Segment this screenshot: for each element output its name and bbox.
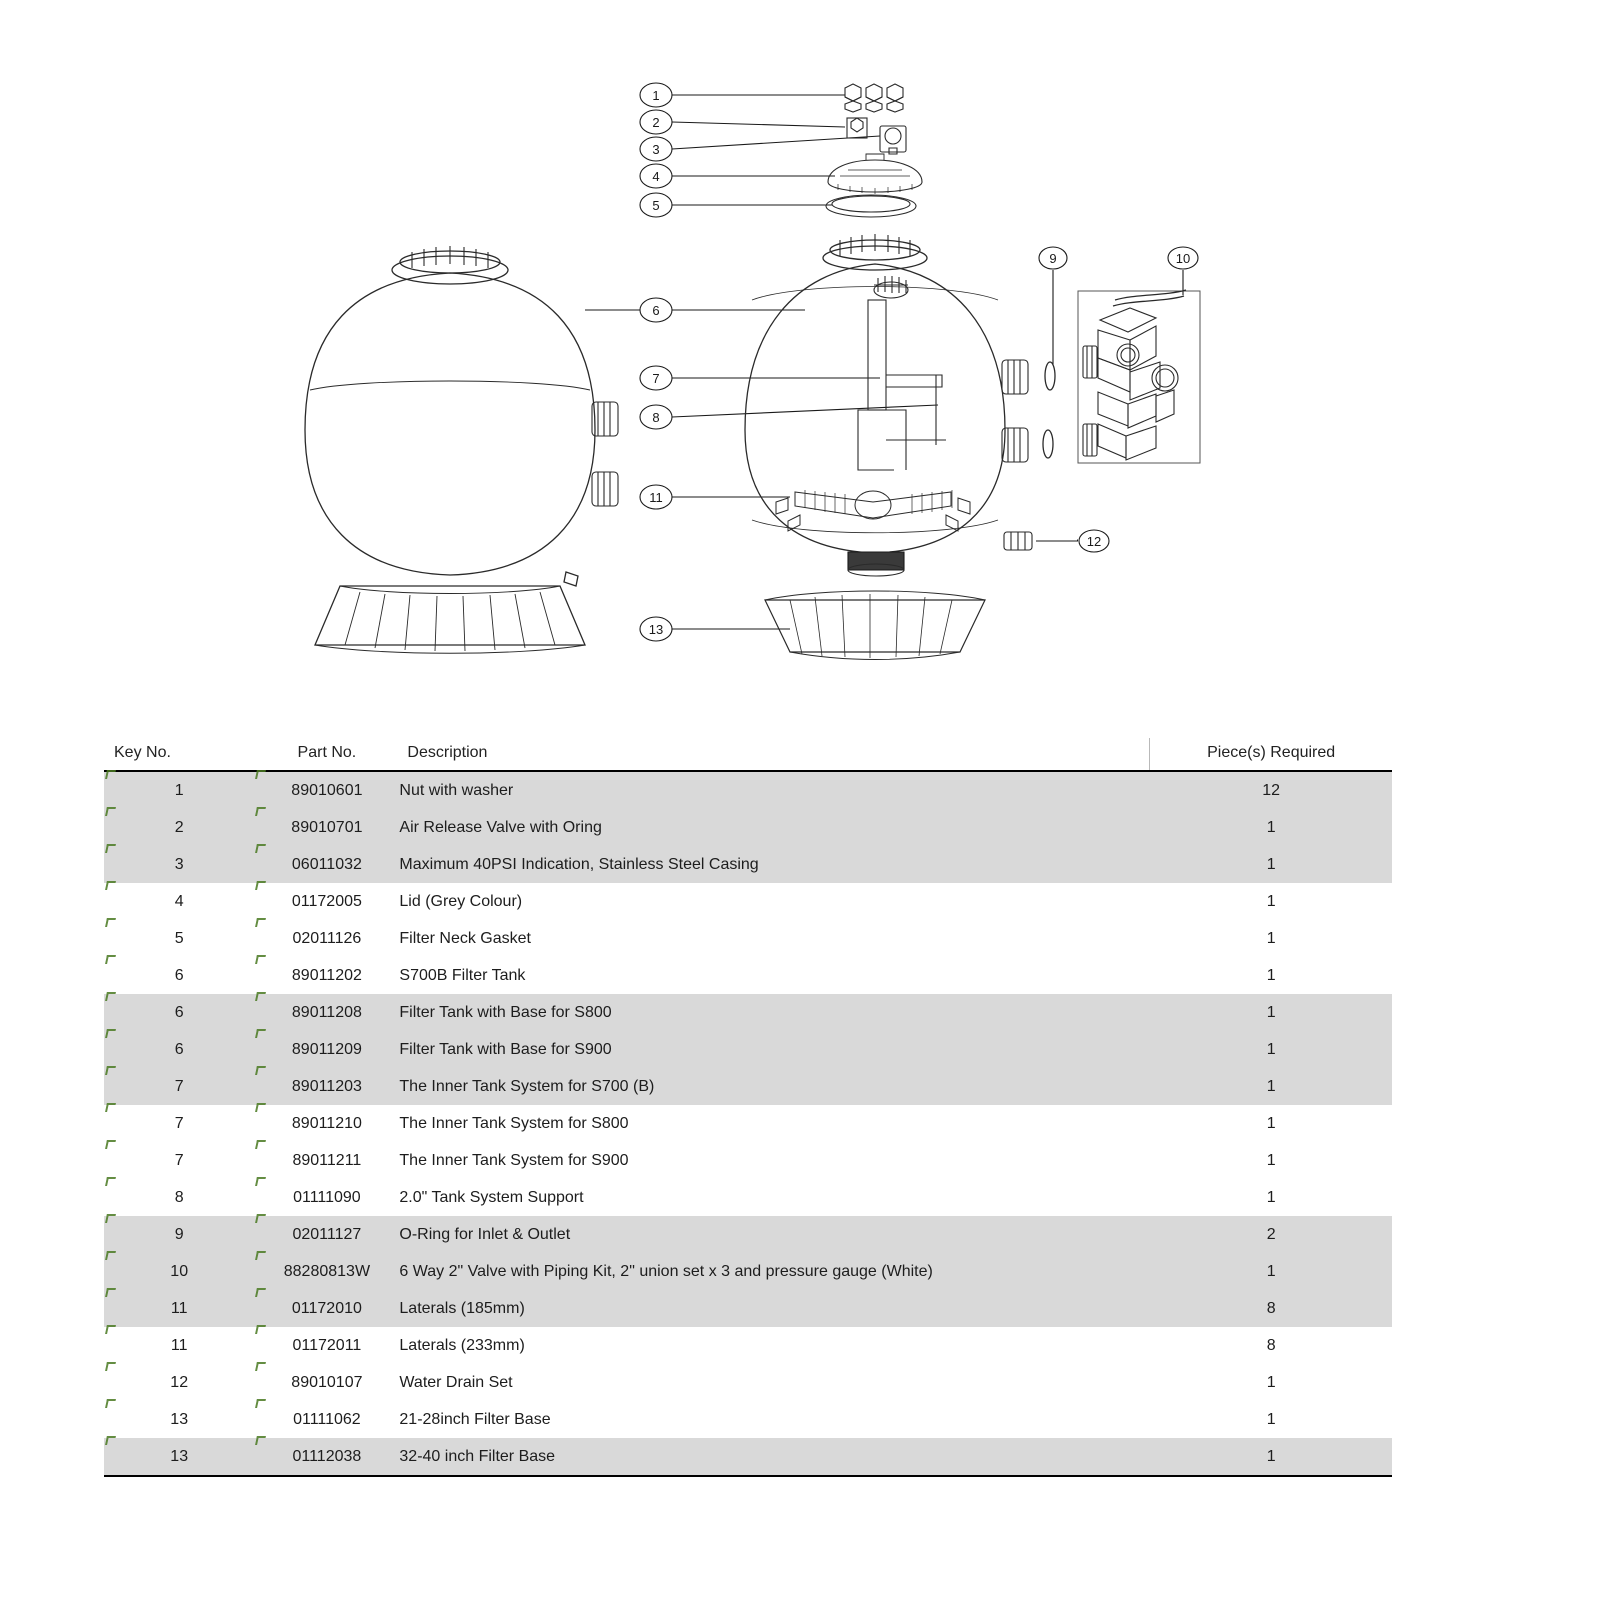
cell-key-no: 9 [104,1216,254,1253]
cell-key-no: 7 [104,1068,254,1105]
oring-lower [1043,430,1053,458]
cell-part-no: 01172011 [254,1327,399,1364]
corner-mark-icon [105,881,116,890]
cell-pieces-required: 1 [1150,1364,1392,1401]
leader-8 [672,405,938,417]
table-row [104,1105,1392,1142]
cell-key-no: 13 [104,1438,254,1476]
cell-part-no: 02011126 [254,920,399,957]
table-body [104,771,1392,1476]
cutaway-tank-illustration [745,234,1055,576]
leader-2 [672,122,845,127]
corner-mark-icon [105,1325,116,1334]
cell-description: Lid (Grey Colour) [399,883,1149,920]
table-row [104,846,1392,883]
cell-pieces-required: 1 [1150,1179,1392,1216]
callout-bubbles [640,83,1198,641]
assembled-tank-illustration [305,246,618,653]
corner-mark-icon [255,807,266,816]
column-header-qty: Piece(s) Required [1150,738,1392,771]
corner-mark-icon [105,955,116,964]
corner-mark-icon [105,1251,116,1260]
corner-mark-icon [105,770,116,779]
table-row [104,771,1392,809]
callout-7-label: 7 [652,371,660,386]
corner-mark-icon [255,1066,266,1075]
cell-key-no: 1 [104,771,254,809]
table-row [104,1216,1392,1253]
cell-pieces-required: 1 [1150,1438,1392,1476]
callout-4 [640,164,672,188]
cell-pieces-required: 1 [1150,920,1392,957]
cell-part-no: 06011032 [254,846,399,883]
corner-mark-icon [255,1103,266,1112]
callout-3 [640,137,672,161]
table-row [104,1327,1392,1364]
cell-description: 6 Way 2" Valve with Piping Kit, 2" union set x 3 and pressure gauge (White) [399,1253,1149,1290]
table-row [104,1068,1392,1105]
cell-pieces-required: 1 [1150,1031,1392,1068]
cell-description: The Inner Tank System for S900 [399,1142,1149,1179]
cell-part-no: 01111090 [254,1179,399,1216]
cell-description: S700B Filter Tank [399,957,1149,994]
callout-7 [640,366,672,390]
callout-10-label: 10 [1175,251,1191,266]
callout-2 [640,110,672,134]
cell-key-no: 7 [104,1142,254,1179]
cell-pieces-required: 1 [1150,1105,1392,1142]
callout-13 [640,617,672,641]
cell-part-no: 89011203 [254,1068,399,1105]
cell-part-no: 89011208 [254,994,399,1031]
corner-mark-icon [255,844,266,853]
corner-mark-icon [255,1325,266,1334]
corner-mark-icon [255,955,266,964]
callout-8-label: 8 [652,410,660,425]
corner-mark-icon [105,844,116,853]
diagram-svg [0,0,1600,700]
corner-mark-icon [105,807,116,816]
cell-part-no: 01112038 [254,1438,399,1476]
cell-description: Filter Neck Gasket [399,920,1149,957]
callout-4-label: 4 [652,169,660,184]
corner-mark-icon [105,992,116,1001]
cell-description: O-Ring for Inlet & Outlet [399,1216,1149,1253]
cell-part-no: 01111062 [254,1401,399,1438]
cell-part-no: 89010601 [254,771,399,809]
table-row [104,1031,1392,1068]
table-row [104,1364,1392,1401]
corner-mark-icon [105,1362,116,1371]
corner-mark-icon [255,918,266,927]
table-row [104,1253,1392,1290]
corner-mark-icon [105,1177,116,1186]
oring-upper [1045,362,1055,390]
cell-key-no: 11 [104,1327,254,1364]
table-row [104,1438,1392,1476]
six-way-valve-illustration [1078,290,1200,463]
cell-pieces-required: 1 [1150,1068,1392,1105]
corner-mark-icon [255,1214,266,1223]
callout-11 [640,485,672,509]
corner-mark-icon [105,1140,116,1149]
cell-key-no: 6 [104,957,254,994]
cell-part-no: 89011202 [254,957,399,994]
table-row [104,994,1392,1031]
table-row [104,809,1392,846]
cell-description: Air Release Valve with Oring [399,809,1149,846]
callout-1-label: 1 [652,88,660,103]
cell-part-no: 01172005 [254,883,399,920]
table-row [104,1179,1392,1216]
cell-pieces-required: 1 [1150,883,1392,920]
callout-11-label: 11 [649,490,663,505]
cell-part-no: 89011210 [254,1105,399,1142]
table-row [104,1401,1392,1438]
callout-5-label: 5 [652,198,660,213]
corner-mark-icon [105,1029,116,1038]
cell-pieces-required: 12 [1150,771,1392,809]
corner-mark-icon [255,1251,266,1260]
table-header [104,738,1392,771]
cell-description: 32-40 inch Filter Base [399,1438,1149,1476]
table-row [104,1142,1392,1179]
corner-mark-icon [255,1177,266,1186]
cell-key-no: 3 [104,846,254,883]
cell-pieces-required: 1 [1150,1142,1392,1179]
cell-description: Water Drain Set [399,1364,1149,1401]
callout-2-label: 2 [652,115,660,130]
cell-description: The Inner Tank System for S700 (B) [399,1068,1149,1105]
callout-9-label: 9 [1049,251,1057,266]
cell-key-no: 8 [104,1179,254,1216]
corner-mark-icon [255,1399,266,1408]
corner-mark-icon [105,1399,116,1408]
parts-diagram [0,0,1600,700]
cell-description: Maximum 40PSI Indication, Stainless Steel Casing [399,846,1149,883]
callout-12-label: 12 [1086,534,1102,549]
cell-part-no: 88280813W [254,1253,399,1290]
column-header-description: Description [399,738,1149,771]
table-row [104,1290,1392,1327]
corner-mark-icon [255,881,266,890]
corner-mark-icon [105,1288,116,1297]
corner-mark-icon [105,1066,116,1075]
callout-12 [1079,530,1109,552]
cell-pieces-required: 1 [1150,846,1392,883]
corner-mark-icon [255,1029,266,1038]
cell-pieces-required: 2 [1150,1216,1392,1253]
column-header-part: Part No. [254,738,399,771]
callout-9 [1039,247,1067,269]
cell-key-no: 7 [104,1105,254,1142]
cell-key-no: 11 [104,1290,254,1327]
corner-mark-icon [255,1288,266,1297]
cell-key-no: 12 [104,1364,254,1401]
cell-description: Filter Tank with Base for S800 [399,994,1149,1031]
callout-5 [640,193,672,217]
callout-6 [640,298,672,322]
callout-10 [1168,247,1198,269]
corner-mark-icon [255,1436,266,1445]
header-row [104,738,1392,771]
cell-key-no: 5 [104,920,254,957]
parts-list-table [104,738,1392,1477]
cell-part-no: 89010107 [254,1364,399,1401]
cell-key-no: 10 [104,1253,254,1290]
corner-mark-icon [255,992,266,1001]
corner-mark-icon [105,1214,116,1223]
callout-13-label: 13 [648,622,664,637]
corner-mark-icon [255,770,266,779]
corner-mark-icon [255,1362,266,1371]
column-header-key: Key No. [104,738,254,771]
cell-part-no: 89011211 [254,1142,399,1179]
cell-description: The Inner Tank System for S800 [399,1105,1149,1142]
cell-key-no: 13 [104,1401,254,1438]
cell-key-no: 4 [104,883,254,920]
callout-1 [640,83,672,107]
corner-mark-icon [105,1103,116,1112]
cell-description: Nut with washer [399,771,1149,809]
cell-description: Laterals (185mm) [399,1290,1149,1327]
corner-mark-icon [105,1436,116,1445]
cell-pieces-required: 1 [1150,809,1392,846]
cell-key-no: 2 [104,809,254,846]
cell-pieces-required: 1 [1150,994,1392,1031]
cell-key-no: 6 [104,1031,254,1068]
cell-pieces-required: 1 [1150,1253,1392,1290]
cell-pieces-required: 8 [1150,1327,1392,1364]
callout-6-label: 6 [652,303,660,318]
cell-part-no: 89010701 [254,809,399,846]
cell-part-no: 02011127 [254,1216,399,1253]
cell-key-no: 6 [104,994,254,1031]
cell-pieces-required: 8 [1150,1290,1392,1327]
cell-description: Filter Tank with Base for S900 [399,1031,1149,1068]
table-row [104,920,1392,957]
cell-part-no: 01172010 [254,1290,399,1327]
table-row [104,957,1392,994]
cell-pieces-required: 1 [1150,1401,1392,1438]
callout-8 [640,405,672,429]
cell-description: 21-28inch Filter Base [399,1401,1149,1438]
cell-pieces-required: 1 [1150,957,1392,994]
corner-mark-icon [105,918,116,927]
cell-part-no: 89011209 [254,1031,399,1068]
cell-description: 2.0" Tank System Support [399,1179,1149,1216]
table-row [104,883,1392,920]
cell-description: Laterals (233mm) [399,1327,1149,1364]
callout-3-label: 3 [652,142,660,157]
corner-mark-icon [255,1140,266,1149]
